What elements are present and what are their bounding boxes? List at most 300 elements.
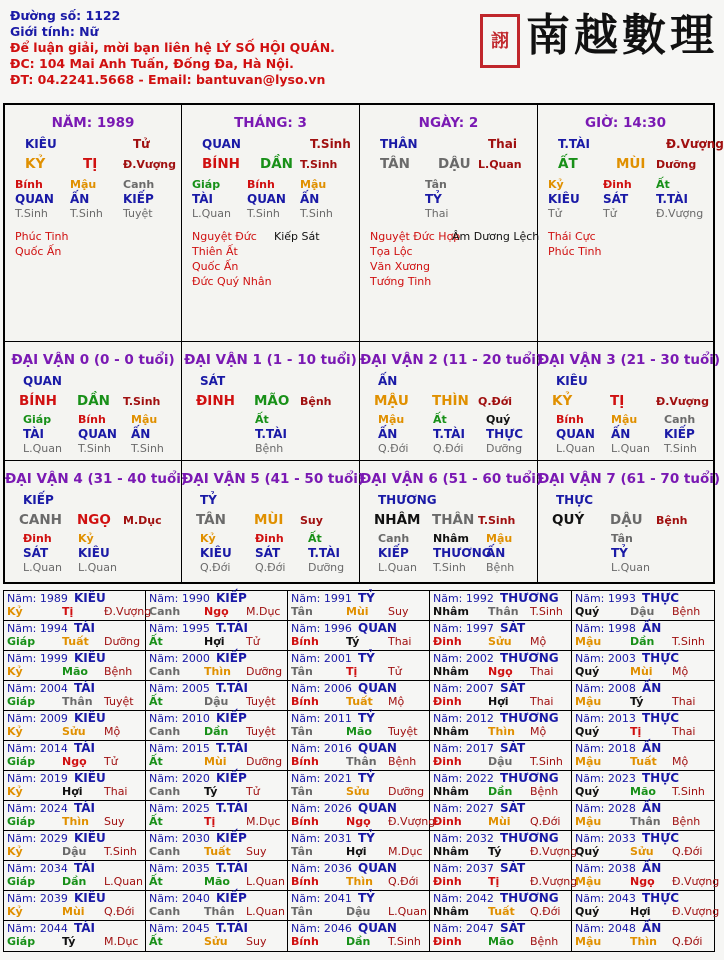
year-label: Năm: 1992 — [433, 592, 494, 605]
thap-than-label: KIẾP — [216, 891, 247, 905]
hidden-stem: Kỷ — [78, 532, 94, 545]
year-table — [3, 590, 720, 952]
truong-sinh-label: Q.Đới — [255, 561, 286, 574]
thap-than-label: KIÊU — [548, 192, 580, 206]
than-sat-star: Nguyệt Đức Hợp — [370, 230, 461, 243]
year-branch: Tý — [488, 845, 502, 858]
year-label: Năm: 2004 — [7, 682, 68, 695]
truong-sinh-label: Đ.Vượng — [530, 845, 578, 858]
year-cell — [572, 891, 720, 921]
year-stem: Kỷ — [7, 665, 23, 678]
truong-sinh-label: Bệnh — [530, 785, 559, 798]
truong-sinh-label: T.Sinh — [123, 395, 161, 408]
year-branch: Dậu — [346, 905, 371, 918]
thap-than-label: QUAN — [358, 921, 397, 935]
year-label: Năm: 2047 — [433, 922, 494, 935]
hidden-stem: Đinh — [255, 532, 284, 545]
truong-sinh-label: Tuyệt — [246, 695, 276, 708]
thap-than-label: ẤN — [642, 741, 662, 755]
thap-than-label: ẤN — [642, 801, 662, 815]
year-label: Năm: 2003 — [575, 652, 636, 665]
thap-than-label: ẤN — [642, 921, 662, 935]
year-cell — [572, 591, 714, 621]
year-stem: Ất — [149, 695, 163, 708]
truong-sinh-label: Tuyệt — [246, 725, 276, 738]
year-branch: Mùi — [62, 905, 85, 918]
truong-sinh-label: Đ.Vượng — [672, 905, 720, 918]
can-chi-label: ẤT — [558, 156, 578, 172]
truong-sinh-label: Tử — [246, 785, 260, 798]
can-chi-label: MÙI — [254, 512, 284, 528]
thap-than-label: QUAN — [358, 621, 397, 635]
year-cell — [4, 681, 146, 711]
truong-sinh-label: Q.Đới — [672, 935, 703, 948]
year-stem: Quý — [575, 725, 600, 738]
thap-than-label: TỶ — [611, 546, 628, 560]
truong-sinh-label: T.Sinh — [300, 207, 333, 220]
thap-than-label: KIẾP — [216, 831, 247, 845]
year-branch: Tý — [346, 635, 360, 648]
year-cell — [288, 741, 430, 771]
truong-sinh-label: L.Quan — [23, 442, 62, 455]
truong-sinh-label: Q.Đới — [433, 442, 464, 455]
truong-sinh-label: L.Quan — [104, 875, 143, 888]
year-label: Năm: 2035 — [149, 862, 210, 875]
truong-sinh-label: Bệnh — [388, 755, 417, 768]
year-stem: Đinh — [433, 875, 462, 888]
year-branch: Thìn — [488, 725, 515, 738]
hidden-stem: Mậu — [131, 413, 158, 426]
thap-than-label: KIÊU — [74, 891, 106, 905]
year-stem: Canh — [149, 665, 181, 678]
year-cell — [430, 861, 578, 891]
year-branch: Tị — [630, 725, 642, 738]
year-branch: Dậu — [204, 695, 229, 708]
logo-text: 南越數理 — [526, 10, 718, 61]
year-label: Năm: 2011 — [291, 712, 352, 725]
thap-than-label: TÀI — [74, 861, 96, 875]
year-stem: Nhâm — [433, 785, 469, 798]
year-label: Năm: 2026 — [291, 802, 352, 815]
year-branch: Hợi — [204, 635, 225, 648]
year-cell — [288, 891, 430, 921]
year-branch: Mão — [204, 875, 230, 888]
year-cell — [4, 651, 146, 681]
truong-sinh-label: Dưỡng — [656, 158, 697, 171]
dai-van-title: ĐẠI VẬN 6 (51 - 60 tuổi) — [360, 471, 543, 487]
can-chi-label: BÍNH — [19, 393, 57, 409]
truong-sinh-label: Suy — [388, 605, 409, 618]
dai-van-cell — [5, 461, 188, 582]
year-label: Năm: 2041 — [291, 892, 352, 905]
hidden-stem: Tân — [425, 178, 447, 191]
can-chi-label: NHÂM — [374, 512, 421, 528]
year-branch: Tuất — [346, 695, 373, 708]
year-branch: Ngọ — [630, 875, 655, 888]
year-stem: Đinh — [433, 635, 462, 648]
truong-sinh-label: Suy — [246, 935, 267, 948]
year-label: Năm: 2007 — [433, 682, 494, 695]
hidden-stem: Bính — [15, 178, 43, 191]
thap-than-label: KIÊU — [74, 831, 106, 845]
year-stem: Tân — [291, 605, 313, 618]
year-stem: Mậu — [575, 935, 602, 948]
year-stem: Giáp — [7, 875, 36, 888]
thap-than-label: QUAN — [358, 861, 397, 875]
year-label: Năm: 1996 — [291, 622, 352, 635]
thap-than-label: TỶ — [358, 891, 375, 905]
truong-sinh-label: Q.Đới — [530, 905, 561, 918]
pillar-title: NGÀY: 2 — [418, 115, 479, 131]
can-chi-label: MÙI — [616, 156, 646, 172]
truong-sinh-label: Q.Đới — [104, 905, 135, 918]
year-label: Năm: 2013 — [575, 712, 636, 725]
year-label: Năm: 2001 — [291, 652, 352, 665]
can-chi-label: ĐINH — [196, 393, 235, 409]
year-stem: Ất — [149, 755, 163, 768]
pillar-title: NĂM: 1989 — [51, 115, 135, 131]
thap-than-label: TỶ — [200, 493, 217, 507]
dai-van-cell — [538, 461, 721, 582]
truong-sinh-label: Thai — [530, 665, 554, 678]
can-chi-label: DẦN — [260, 156, 293, 172]
truong-sinh-label: Q.Đới — [478, 395, 513, 408]
year-stem: Kỷ — [7, 905, 23, 918]
thap-than-label: THƯƠNG — [500, 771, 559, 785]
year-branch: Tuất — [488, 905, 515, 918]
year-label: Năm: 2033 — [575, 832, 636, 845]
truong-sinh-label: T.Sinh — [530, 755, 563, 768]
year-label: Năm: 2036 — [291, 862, 352, 875]
year-stem: Quý — [575, 905, 600, 918]
hidden-stem: Mậu — [300, 178, 327, 191]
thap-than-label: THỰC — [556, 493, 594, 507]
thap-than-label: T.TÀI — [558, 137, 590, 151]
year-stem: Tân — [291, 725, 313, 738]
year-label: Năm: 2040 — [149, 892, 210, 905]
hidden-stem: Kỷ — [200, 532, 216, 545]
thap-than-label: THƯƠNG — [500, 831, 559, 845]
year-cell — [4, 771, 146, 801]
can-chi-label: TÂN — [380, 156, 410, 172]
than-sat-star: Âm Dương Lệch — [452, 230, 540, 243]
hidden-stem: Ất — [433, 413, 447, 426]
dai-van-cell — [538, 342, 721, 461]
truong-sinh-label: Tử — [603, 207, 617, 220]
truong-sinh-label: T.Sinh — [131, 442, 164, 455]
year-cell — [430, 921, 572, 951]
thap-than-label: THƯƠNG — [500, 651, 559, 665]
dai-van-cell — [182, 342, 360, 461]
thap-than-label: TỶ — [358, 771, 375, 785]
year-branch: Mão — [346, 725, 372, 738]
thap-than-label: TÀI — [192, 192, 214, 206]
year-branch: Ngọ — [488, 665, 513, 678]
truong-sinh-label: Q.Đới — [378, 442, 409, 455]
year-cell — [572, 771, 714, 801]
truong-sinh-label: Tử — [388, 665, 402, 678]
year-cell — [572, 681, 714, 711]
truong-sinh-label: T.Sinh — [15, 207, 48, 220]
truong-sinh-label: Đ.Vượng — [672, 875, 720, 888]
thap-than-label: KIẾP — [378, 546, 409, 560]
hidden-stem: Mậu — [486, 532, 513, 545]
year-stem: Kỷ — [7, 725, 23, 738]
truong-sinh-label: M.Dục — [388, 845, 423, 858]
thap-than-label: ẤN — [486, 546, 506, 560]
year-branch: Thân — [488, 605, 519, 618]
year-stem: Mậu — [575, 875, 602, 888]
year-label: Năm: 2005 — [149, 682, 210, 695]
year-label: Năm: 2006 — [291, 682, 352, 695]
thap-than-label: THỰC — [642, 651, 680, 665]
truong-sinh-label: Tử — [548, 207, 562, 220]
year-branch: Tý — [630, 695, 644, 708]
year-branch: Dậu — [488, 755, 513, 768]
thap-than-label: T.TÀI — [433, 427, 465, 441]
year-stem: Bính — [291, 635, 319, 648]
thap-than-label: TÀI — [74, 801, 96, 815]
thap-than-label: THÂN — [380, 137, 418, 151]
year-branch: Ngọ — [62, 755, 87, 768]
truong-sinh-label: Bệnh — [672, 815, 701, 828]
truong-sinh-label: Mộ — [104, 725, 121, 738]
truong-sinh-label: T.Sinh — [388, 935, 421, 948]
year-branch: Tý — [62, 935, 76, 948]
truong-sinh-label: M.Dục — [246, 605, 281, 618]
truong-sinh-label: T.Sinh — [70, 207, 103, 220]
dai-van-title: ĐẠI VẬN 0 (0 - 0 tuổi) — [11, 352, 175, 368]
year-cell — [288, 621, 430, 651]
thap-than-label: QUAN — [247, 192, 286, 206]
year-cell — [572, 861, 720, 891]
year-branch: Tị — [346, 665, 358, 678]
thap-than-label: KIÊU — [74, 591, 106, 605]
year-branch: Tị — [204, 815, 216, 828]
truong-sinh-label: T.Sinh — [478, 514, 516, 527]
thap-than-label: KIÊU — [74, 771, 106, 785]
thap-than-label: SÁT — [603, 192, 629, 206]
thap-than-label: T.TÀI — [255, 427, 287, 441]
thap-than-label: QUAN — [23, 374, 62, 388]
truong-sinh-label: L.Quan — [23, 561, 62, 574]
year-branch: Mùi — [204, 755, 227, 768]
year-branch: Thân — [346, 755, 377, 768]
year-cell — [430, 681, 572, 711]
year-stem: Mậu — [575, 635, 602, 648]
truong-sinh-label: Tuyệt — [388, 725, 418, 738]
thap-than-label: T.TÀI — [216, 801, 248, 815]
year-label: Năm: 2034 — [7, 862, 68, 875]
truong-sinh-label: L.Quan — [478, 158, 522, 171]
thap-than-label: T.TÀI — [216, 861, 248, 875]
truong-sinh-label: L.Quan — [78, 561, 117, 574]
seal-stamp: 詡 — [480, 14, 520, 68]
thap-than-label: TỶ — [358, 831, 375, 845]
can-chi-label: BÍNH — [202, 156, 240, 172]
year-branch: Tị — [488, 875, 500, 888]
thap-than-label: SÁT — [23, 546, 49, 560]
year-stem: Canh — [149, 605, 181, 618]
year-label: Năm: 2017 — [433, 742, 494, 755]
dai-van-cell — [360, 461, 543, 582]
year-cell — [146, 711, 288, 741]
truong-sinh-label: M.Dục — [104, 935, 139, 948]
year-label: Năm: 2009 — [7, 712, 68, 725]
hidden-stem: Canh — [123, 178, 155, 191]
year-stem: Canh — [149, 905, 181, 918]
truong-sinh-label: Thai — [488, 137, 517, 151]
thap-than-label: SÁT — [500, 741, 526, 755]
year-label: Năm: 2030 — [149, 832, 210, 845]
year-label: Năm: 1995 — [149, 622, 210, 635]
thap-than-label: ẤN — [70, 192, 90, 206]
than-sat-star: Nguyệt Đức — [192, 230, 257, 243]
year-branch: Mão — [488, 935, 514, 948]
can-chi-label: CANH — [19, 512, 62, 528]
year-branch: Hợi — [346, 845, 367, 858]
truong-sinh-label: Suy — [104, 815, 125, 828]
year-cell — [4, 891, 146, 921]
thap-than-label: T.TÀI — [308, 546, 340, 560]
year-label: Năm: 2044 — [7, 922, 68, 935]
thap-than-label: ẤN — [611, 427, 631, 441]
truong-sinh-label: Tử — [133, 137, 150, 151]
thap-than-label: KIÊU — [74, 651, 106, 665]
truong-sinh-label: T.Sinh — [530, 605, 563, 618]
year-stem: Bính — [291, 935, 319, 948]
year-stem: Nhâm — [433, 605, 469, 618]
thap-than-label: TÀI — [23, 427, 45, 441]
year-cell — [288, 861, 430, 891]
year-cell — [572, 651, 714, 681]
year-branch: Dần — [630, 635, 655, 648]
year-cell — [430, 831, 578, 861]
year-branch: Mùi — [488, 815, 511, 828]
thap-than-label: QUAN — [358, 681, 397, 695]
year-stem: Đinh — [433, 935, 462, 948]
than-sat-star: Kiếp Sát — [274, 230, 320, 243]
year-branch: Mão — [62, 665, 88, 678]
can-chi-label: DẬU — [610, 512, 643, 528]
year-label: Năm: 2038 — [575, 862, 636, 875]
truong-sinh-label: Mộ — [388, 695, 405, 708]
truong-sinh-label: Bệnh — [486, 561, 515, 574]
thap-than-label: KIẾP — [216, 771, 247, 785]
year-cell — [288, 591, 430, 621]
dai-van-title: ĐẠI VẬN 4 (31 - 40 tuổi) — [5, 471, 188, 487]
thap-than-label: QUAN — [78, 427, 117, 441]
truong-sinh-label: Đ.Vượng — [123, 158, 177, 171]
year-label: Năm: 2046 — [291, 922, 352, 935]
thap-than-label: KIẾP — [216, 651, 247, 665]
year-stem: Quý — [575, 785, 600, 798]
dai-van-title: ĐẠI VẬN 7 (61 - 70 tuổi) — [538, 471, 721, 487]
truong-sinh-label: Tử — [246, 635, 260, 648]
year-cell — [288, 681, 430, 711]
year-branch: Sửu — [630, 845, 654, 858]
hidden-stem: Ất — [255, 413, 269, 426]
year-label: Năm: 2048 — [575, 922, 636, 935]
year-branch: Sửu — [346, 785, 370, 798]
year-branch: Dần — [204, 725, 229, 738]
can-chi-label: QUÝ — [552, 512, 585, 528]
year-cell — [430, 591, 572, 621]
year-stem: Ất — [149, 635, 163, 648]
year-label: Năm: 2016 — [291, 742, 352, 755]
year-stem: Canh — [149, 845, 181, 858]
truong-sinh-label: Đ.Vượng — [656, 395, 710, 408]
year-branch: Sửu — [62, 725, 86, 738]
year-stem: Giáp — [7, 815, 36, 828]
year-branch: Tuất — [204, 845, 231, 858]
year-branch: Ngọ — [346, 815, 371, 828]
truong-sinh-label: Bệnh — [300, 395, 332, 408]
year-label: Năm: 2019 — [7, 772, 68, 785]
thap-than-label: THỰC — [642, 771, 680, 785]
year-label: Năm: 1997 — [433, 622, 494, 635]
year-stem: Giáp — [7, 635, 36, 648]
than-sat-star: Thái Cực — [548, 230, 596, 243]
truong-sinh-label: L.Quan — [556, 442, 595, 455]
hidden-stem: Giáp — [192, 178, 221, 191]
year-cell — [430, 621, 572, 651]
year-cell — [4, 801, 146, 831]
truong-sinh-label: Q.Đới — [200, 561, 231, 574]
dai-van-title: ĐẠI VẬN 5 (41 - 50 tuổi) — [182, 471, 365, 487]
year-stem: Canh — [149, 725, 181, 738]
truong-sinh-label: L.Quan — [611, 442, 650, 455]
year-branch: Hợi — [488, 695, 509, 708]
year-label: Năm: 2012 — [433, 712, 494, 725]
truong-sinh-label: Đ.Vượng — [104, 605, 152, 618]
thap-than-label: THỰC — [642, 711, 680, 725]
year-branch: Hợi — [62, 785, 83, 798]
year-cell — [146, 651, 288, 681]
thap-than-label: THƯƠNG — [500, 591, 559, 605]
hidden-stem: Mậu — [70, 178, 97, 191]
year-branch: Dần — [346, 935, 371, 948]
can-chi-label: TÂN — [196, 512, 226, 528]
year-cell — [4, 921, 146, 951]
thap-than-label: TỶ — [425, 192, 442, 206]
year-branch: Thân — [62, 695, 93, 708]
pillar-cell — [360, 105, 538, 342]
year-cell — [288, 771, 430, 801]
can-chi-label: DẦN — [77, 393, 110, 409]
dai-van-title: ĐẠI VẬN 1 (1 - 10 tuổi) — [184, 352, 357, 368]
year-label: Năm: 1998 — [575, 622, 636, 635]
thap-than-label: TÀI — [74, 681, 96, 695]
year-branch: Hợi — [630, 905, 651, 918]
year-cell — [146, 621, 288, 651]
thap-than-label: T.TÀI — [216, 741, 248, 755]
truong-sinh-label: Tuyệt — [104, 695, 134, 708]
truong-sinh-label: M.Dục — [246, 815, 281, 828]
year-label: Năm: 2025 — [149, 802, 210, 815]
thap-than-label: QUAN — [358, 741, 397, 755]
year-label: Năm: 2031 — [291, 832, 352, 845]
truong-sinh-label: T.Sinh — [433, 561, 466, 574]
hidden-stem: Đinh — [603, 178, 632, 191]
truong-sinh-label: Suy — [300, 514, 323, 527]
thap-than-label: ẤN — [131, 427, 151, 441]
year-cell — [146, 771, 288, 801]
year-label: Năm: 2045 — [149, 922, 210, 935]
thap-than-label: KIÊU — [74, 711, 106, 725]
year-stem: Kỷ — [7, 845, 23, 858]
year-branch: Ngọ — [204, 605, 229, 618]
